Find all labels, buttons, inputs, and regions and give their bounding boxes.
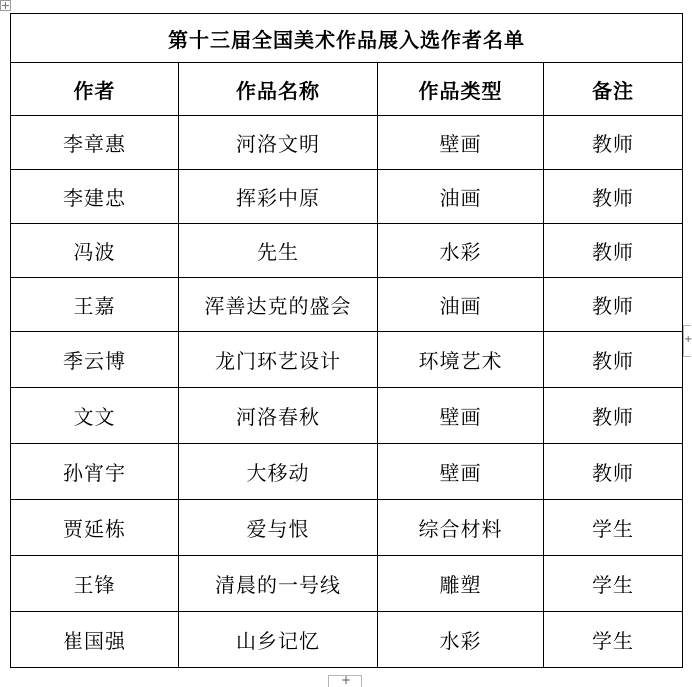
table-row	[11, 116, 683, 170]
cell-work-type: 环境艺术	[378, 332, 544, 388]
cell-author: 王锋	[11, 556, 179, 612]
cell-author: 孙宵宇	[11, 444, 179, 500]
cell-remark: 教师	[544, 170, 683, 224]
table-row	[11, 332, 683, 388]
cell-work-type: 综合材料	[378, 500, 544, 556]
cell-author: 李章惠	[11, 116, 179, 170]
cell-remark: 学生	[544, 556, 683, 612]
insert-row-handle[interactable]	[328, 675, 362, 687]
header-work-name: 作品名称	[179, 63, 378, 116]
cell-remark: 学生	[544, 500, 683, 556]
cell-work-type: 油画	[378, 278, 544, 332]
cell-work-type: 油画	[378, 170, 544, 224]
cell-work-type: 雕塑	[378, 556, 544, 612]
cell-work-name: 爱与恨	[179, 500, 378, 556]
header-author: 作者	[11, 63, 179, 116]
cell-author: 王嘉	[11, 278, 179, 332]
cell-author: 季云博	[11, 332, 179, 388]
cell-work-name: 山乡记忆	[179, 612, 378, 668]
cell-work-type: 水彩	[378, 224, 544, 278]
table-row	[11, 500, 683, 556]
cell-remark: 教师	[544, 224, 683, 278]
cell-work-name: 先生	[179, 224, 378, 278]
cell-work-name: 河洛文明	[179, 116, 378, 170]
cell-remark: 教师	[544, 332, 683, 388]
cell-work-type: 壁画	[378, 444, 544, 500]
cell-work-name: 浑善达克的盛会	[179, 278, 378, 332]
plus-icon: +	[684, 334, 692, 345]
table-row	[11, 170, 683, 224]
cell-author: 贾延栋	[11, 500, 179, 556]
cell-remark: 教师	[544, 388, 683, 444]
table-row	[11, 556, 683, 612]
insert-column-handle[interactable]	[683, 325, 691, 357]
cell-remark: 教师	[544, 444, 683, 500]
cell-author: 崔国强	[11, 612, 179, 668]
table-row	[11, 388, 683, 444]
cell-work-name: 大移动	[179, 444, 378, 500]
cell-remark: 教师	[544, 278, 683, 332]
cell-work-name: 挥彩中原	[179, 170, 378, 224]
table-row	[11, 224, 683, 278]
cell-work-type: 壁画	[378, 388, 544, 444]
cell-work-name: 龙门环艺设计	[179, 332, 378, 388]
plus-icon: +	[341, 673, 352, 687]
cell-author: 文文	[11, 388, 179, 444]
table-row	[11, 612, 683, 668]
table-title: 第十三届全国美术作品展入选作者名单	[11, 14, 683, 63]
cell-work-name: 河洛春秋	[179, 388, 378, 444]
award-list-table	[10, 13, 683, 668]
table-move-handle-icon[interactable]	[0, 0, 11, 11]
cell-author: 李建忠	[11, 170, 179, 224]
cell-remark: 教师	[544, 116, 683, 170]
cell-work-name: 清晨的一号线	[179, 556, 378, 612]
header-work-type: 作品类型	[378, 63, 544, 116]
cell-author: 冯波	[11, 224, 179, 278]
cell-work-type: 壁画	[378, 116, 544, 170]
table-row	[11, 444, 683, 500]
header-remark: 备注	[544, 63, 683, 116]
cell-remark: 学生	[544, 612, 683, 668]
table-row	[11, 278, 683, 332]
cell-work-type: 水彩	[378, 612, 544, 668]
